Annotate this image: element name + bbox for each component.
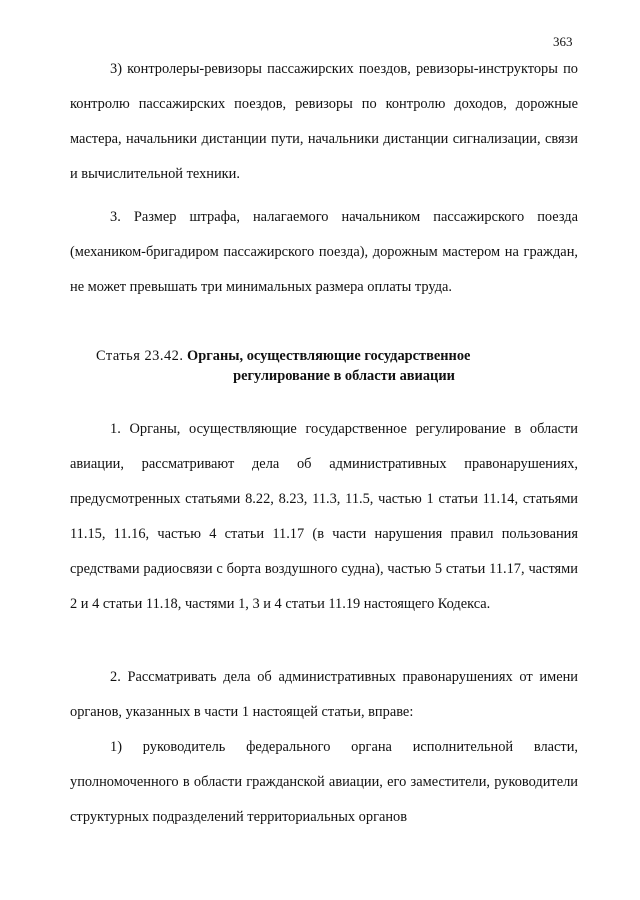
article-number: Статья 23.42. bbox=[96, 348, 184, 364]
paragraph-fine-limit: 3. Размер штрафа, налагаемого начальником пассажирского поезда (механиком-бригадиром пассажирского поезда), дорожным мастером на граждан, не может превышать три минимальных размера оплаты труда. bbox=[70, 209, 578, 295]
paragraph-part-1: 1. Органы, осуществляющие государственное регулирование в области авиации, рассматривают дела об административных правонарушениях, предусмотренных статьями 8.22, 8.23, 11.3, 11.5, частью 1 статьи 11.14, статьями 11.15, 11.16, частью 4 статьи 11.17 (в части нарушения правил пользования средствами радиосвязи с борта воздушного судна), частью 5 статьи 11.17, частями 2 и 4 статьи 11.18, частями 1, 3 и 4 статьи 11.19 настоящего Кодекса. bbox=[70, 421, 578, 612]
article-heading bbox=[96, 346, 552, 386]
paragraph-part-2-item-1: 1) руководитель федерального органа исполнительной власти, уполномоченного в области гражданской авиации, его заместители, руководители структурных подразделений территориальных органов bbox=[70, 739, 578, 825]
article-title-line1: Органы, осуществляющие государственное bbox=[187, 348, 471, 364]
article-title-line2: регулирование в области авиации bbox=[233, 368, 455, 384]
page-number: 363 bbox=[553, 34, 573, 49]
paragraph-list-item-3: 3) контролеры-ревизоры пассажирских поездов, ревизоры-инструкторы по контролю пассажирских поездов, ревизоры по контролю доходов, дорожные мастера, начальники дистанции пути, начальники дистанции сигнализации, связи и вычислительной техники. bbox=[70, 61, 578, 182]
paragraph-part-2: 2. Рассматривать дела об административных правонарушениях от имени органов, указанных в части 1 настоящей статьи, вправе: bbox=[70, 669, 578, 720]
